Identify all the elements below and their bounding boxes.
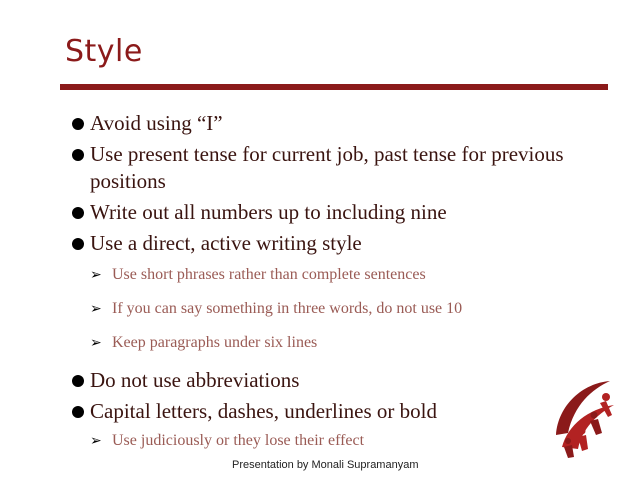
bullet-item <box>72 230 612 257</box>
bullet-dot-icon <box>72 406 84 418</box>
arrow-bullet-icon: ➢ <box>90 335 102 351</box>
footer-credit: Presentation by Monali Supramanyam <box>232 459 419 471</box>
sub-bullet-text: Use short phrases rather than complete sentences <box>112 266 426 283</box>
bullet-dot-icon <box>72 149 84 161</box>
bullet-list <box>72 110 612 451</box>
arrow-bullet-icon: ➢ <box>90 301 102 317</box>
sub-bullet-text: Keep paragraphs under six lines <box>112 334 318 351</box>
sub-bullet-text: If you can say something in three words, do not use 10 <box>112 300 463 317</box>
bullet-item <box>72 141 612 195</box>
bullet-text: Use a direct, active writing style <box>90 231 362 255</box>
bullet-text: Use present tense for current job, past tense for previous positions <box>90 142 564 193</box>
bullet-dot-icon <box>72 375 84 387</box>
bullet-dot-icon <box>72 118 84 130</box>
bullet-item <box>72 110 612 137</box>
bullet-item <box>72 367 612 394</box>
bullet-text: Write out all numbers up to including nine <box>90 200 447 224</box>
figures-logo-icon <box>548 375 618 459</box>
bullet-item <box>72 199 612 226</box>
bullet-dot-icon <box>72 238 84 250</box>
title-divider <box>60 84 608 90</box>
sub-bullet-item <box>90 333 612 353</box>
bullet-text: Avoid using “I” <box>90 111 223 135</box>
sub-bullet-text: Use judiciously or they lose their effect <box>112 432 365 449</box>
sub-bullet-item <box>90 265 612 285</box>
slide-title: Style <box>65 34 143 69</box>
sub-bullet-item <box>90 299 612 319</box>
arrow-bullet-icon: ➢ <box>90 433 102 449</box>
bullet-text: Capital letters, dashes, underlines or bold <box>90 399 438 423</box>
bullet-item <box>72 398 612 425</box>
arrow-bullet-icon: ➢ <box>90 267 102 283</box>
bullet-dot-icon <box>72 207 84 219</box>
bullet-text: Do not use abbreviations <box>90 368 300 392</box>
sub-bullet-item <box>90 431 612 451</box>
